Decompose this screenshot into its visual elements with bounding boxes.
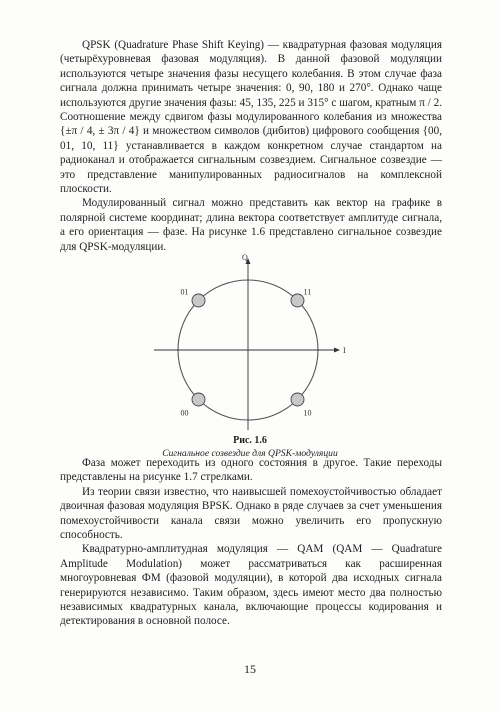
axis-i-label: I	[343, 346, 346, 355]
paragraph-qam: Квадратурно-амплитудная модуляция — QAM (QAM — Quadrature Amplitude Modulation) может рассматриваться как расширенная многоуровневая ФМ (фазовой модуляции), в которой два исходных сигнала генерируются независимо. Таким образом, здесь имеют место два полностью независимых квадратурных канала, включающие процессы кодирования и детектирования в основной полосе.	[60, 543, 442, 628]
constellation-point-11	[291, 294, 304, 307]
axis-i-arrow-icon	[334, 348, 340, 353]
paragraph-modulated-signal: Модулированный сигнал можно представить как вектор на графике в полярной системе координат; длина вектора соответствует амплитуде сигнала, а его ориентация — фазе. На рисунке 1.6 представлено сигнальное созвездие для QPSK-модуляции.	[60, 197, 442, 253]
constellation-diagram	[150, 253, 350, 435]
text-block-bottom	[60, 456, 442, 629]
constellation-label-11: 11	[303, 287, 312, 297]
figure-caption: Сигнальное созвездие для QPSK-модуляции	[162, 448, 338, 459]
constellation-point-01	[192, 294, 205, 307]
text-block-top	[60, 38, 442, 254]
constellation-label-00: 00	[180, 408, 189, 418]
constellation-label-10: 10	[303, 408, 312, 418]
axis-q-label: Q	[242, 253, 248, 262]
paragraph-bpsk: Из теории связи известно, что наивысшей помехоустойчивостью обладает двоичная фазовая модуляция BPSK. Однако в ряде случаев за счет уменьшения помехоустойчивости канала связи можно увеличить его пропускную способность.	[60, 485, 442, 542]
page-number: 15	[244, 662, 256, 676]
constellation-label-01: 01	[180, 287, 189, 297]
figure-title: Рис. 1.6	[233, 435, 267, 446]
paragraph-qpsk-definition: QPSK (Quadrature Phase Shift Keying) — квадратурная фазовая модуляция (четырёхуровневая фазовая модуляция). В данной фазовой модуляции используются четыре значения фазы несущего колебания. В этом случае фаза сигнала должна принимать четыре значения: 0, 90, 180 и 270°. Однако чаще используются другие значения фазы: 45, 135, 225 и 315° с шагом, кратным π / 2. Соотношение между сдвигом фазы модулированного колебания из множества {±π / 4, ± 3π / 4} и множеством символов (дибитов) цифрового сообщения {00, 01, 10, 11} устанавливается в каждом конкретном случае стандартом на радиоканал и отображается сигнальным созвездием. Сигнальное созвездие — это представление манипулированных радиосигналов на комплексной плоскости.	[60, 39, 442, 196]
constellation-point-00	[192, 393, 205, 406]
constellation-points	[181, 288, 312, 418]
constellation-figure	[150, 253, 350, 435]
constellation-point-10	[291, 393, 304, 406]
paragraph-phase-transitions: Фаза может переходить из одного состояния в другое. Такие переходы представлены на рисунке 1.7 стрелками.	[60, 457, 442, 484]
